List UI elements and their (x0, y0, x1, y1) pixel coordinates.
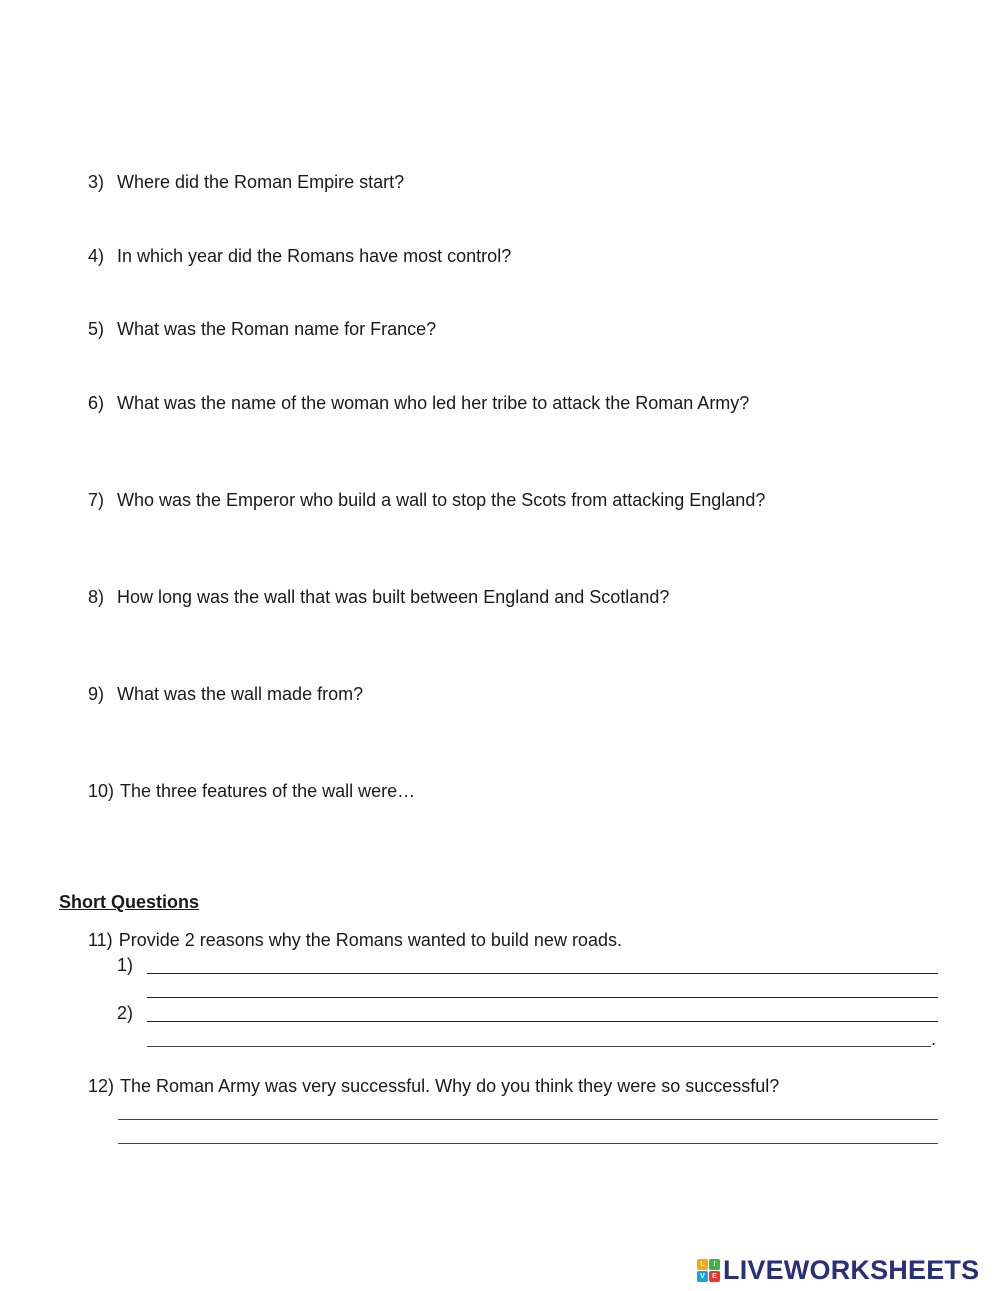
answer-line[interactable] (147, 973, 938, 974)
logo-mark-tile: V (697, 1271, 708, 1282)
question-12 (88, 1075, 779, 1097)
logo-text: LIVEWORKSHEETS (723, 1255, 980, 1285)
question-number: 6) (88, 393, 105, 413)
question-text: The Roman Army was very successful. Why do you think they were so successful? (120, 1076, 780, 1096)
answer-label-2: 2) (117, 1003, 134, 1023)
question-9 (88, 683, 363, 705)
question-7 (88, 489, 765, 511)
question-number: 4) (88, 246, 105, 266)
question-4 (88, 245, 511, 267)
question-text: What was the wall made from? (117, 684, 364, 704)
question-text: Where did the Roman Empire start? (117, 172, 405, 192)
section-heading: Short Questions (59, 892, 200, 912)
question-8 (88, 586, 669, 608)
liveworksheets-logo (697, 1255, 979, 1285)
answer-line[interactable] (118, 1119, 938, 1120)
question-text: In which year did the Romans have most control? (117, 246, 512, 266)
question-text: What was the Roman name for France? (117, 319, 437, 339)
question-text: The three features of the wall were… (120, 781, 416, 801)
question-3 (88, 171, 404, 193)
question-10 (88, 780, 415, 802)
question-number: 7) (88, 490, 105, 510)
logo-mark-tile: E (709, 1271, 720, 1282)
question-number: 10) (88, 781, 115, 801)
answer-line[interactable] (147, 1046, 931, 1047)
question-text: Provide 2 reasons why the Romans wanted to build new roads. (118, 930, 622, 950)
question-11 (88, 929, 622, 951)
question-5 (88, 318, 436, 340)
logo-mark-icon (697, 1259, 720, 1282)
question-text: How long was the wall that was built between England and Scotland? (117, 587, 670, 607)
question-number: 11) (88, 930, 113, 950)
question-number: 5) (88, 319, 105, 339)
question-number: 12) (88, 1076, 115, 1096)
logo-mark-tile: L (697, 1259, 708, 1270)
question-6 (88, 392, 749, 414)
answer-line[interactable] (118, 1143, 938, 1144)
answer-label-1: 1) (117, 955, 134, 975)
question-number: 8) (88, 587, 105, 607)
logo-mark-tile: I (709, 1259, 720, 1270)
question-text: Who was the Emperor who build a wall to stop the Scots from attacking England? (117, 490, 766, 510)
question-number: 3) (88, 172, 105, 192)
answer-line[interactable] (147, 1021, 938, 1022)
question-text: What was the name of the woman who led her tribe to attack the Roman Army? (117, 393, 750, 413)
answer-line[interactable] (147, 997, 938, 998)
question-number: 9) (88, 684, 105, 704)
end-mark: . (931, 1029, 937, 1049)
